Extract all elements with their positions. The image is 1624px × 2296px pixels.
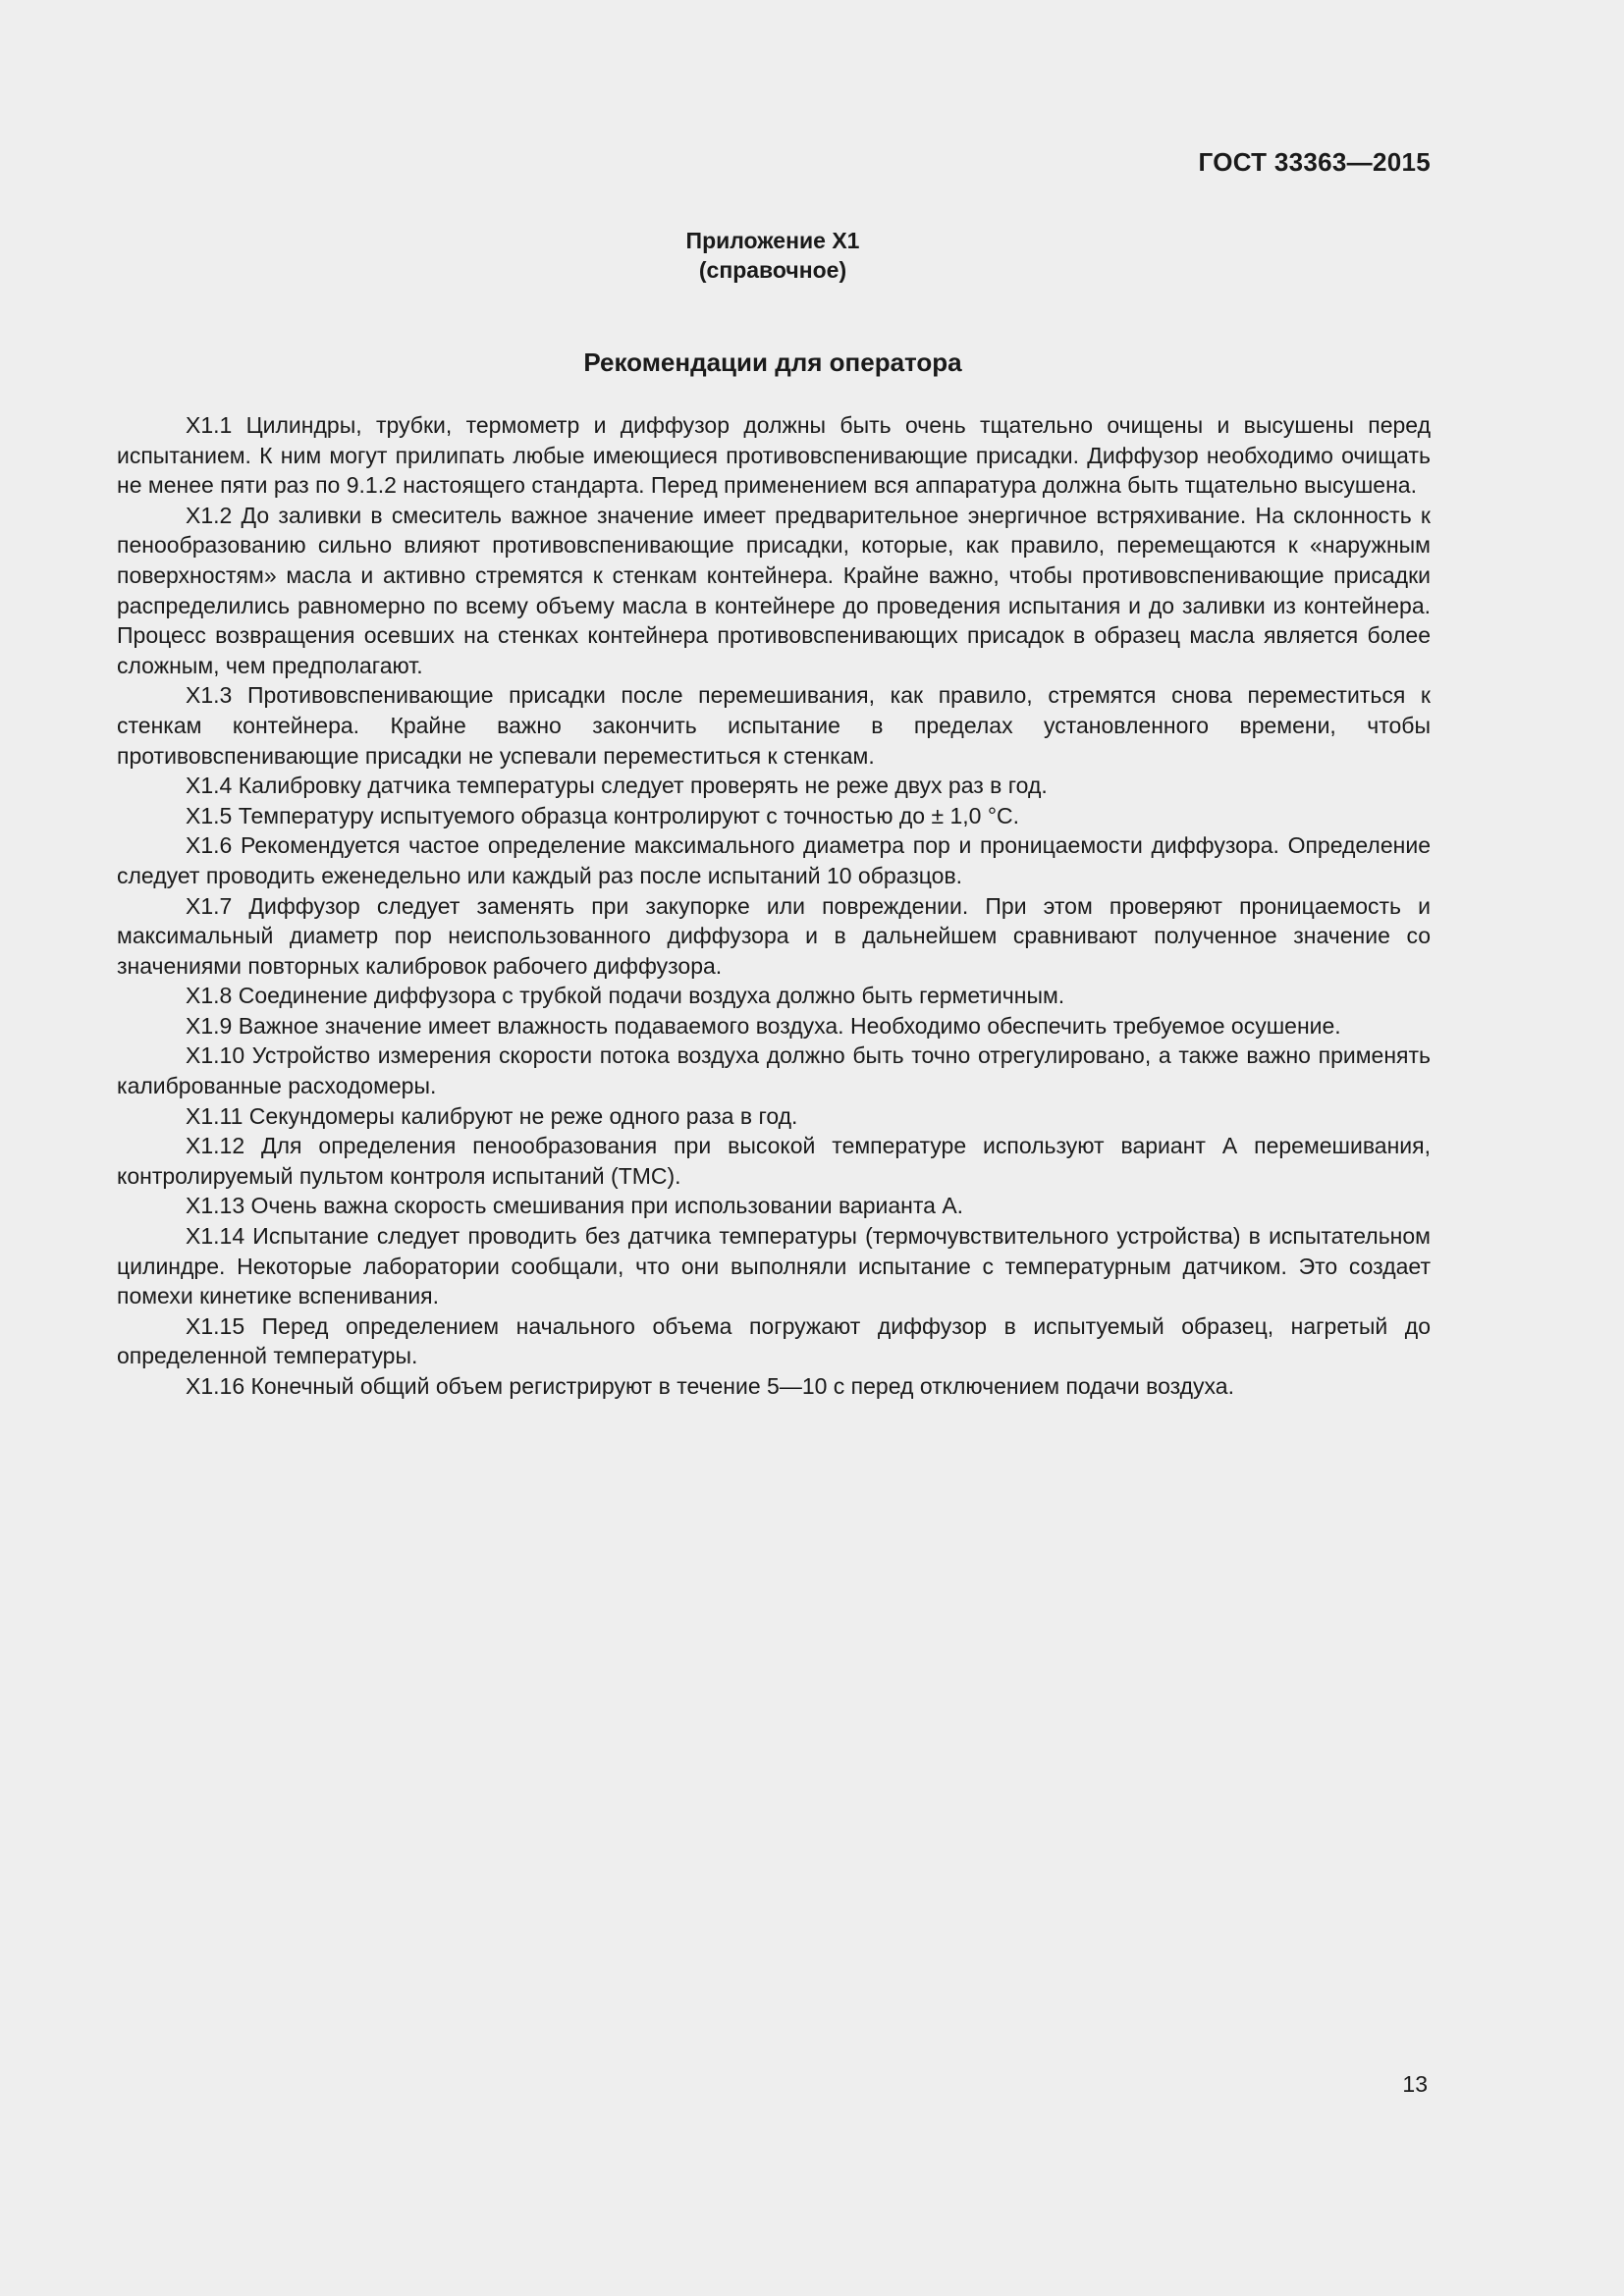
paragraph-x1-15: X1.15 Перед определением начального объема погружают диффузор в испытуемый образец, нагретый до определенной температуры.: [117, 1312, 1431, 1369]
paragraph-x1-16: X1.16 Конечный общий объем регистрируют в течение 5—10 с перед отключением подачи воздуха.: [186, 1373, 1234, 1399]
paragraph-x1-2: X1.2 До заливки в смеситель важное значение имеет предварительное энергичное встряхивание. На склонность к пенообразованию сильно влияют противовспенивающие присадки, которые, как правило, перемещаются к «наружным поверхностям» масла и активно стремятся к стенкам контейнера. Крайне важно, чтобы противовспенивающие присадки распределились равномерно по всему объему масла в контейнере до проведения испытания и до заливки из контейнера. Процесс возвращения осевших на стенках контейнера противовспенивающих присадок в образец масла является более сложным, чем предполагают.: [117, 502, 1431, 678]
paragraph-x1-11: X1.11 Секундомеры калибруют не реже одного раза в год.: [186, 1102, 798, 1129]
paragraph-x1-1: X1.1 Цилиндры, трубки, термометр и диффузор должны быть очень тщательно очищены и высушены перед испытанием. К ним могут прилипать любые имеющиеся противовспенивающие присадки. Диффузор необходимо очищать не менее пяти раз по 9.1.2 настоящего стандарта. Перед применением вся аппаратура должна быть тщательно высушена.: [117, 412, 1431, 499]
paragraph-x1-14: X1.14 Испытание следует проводить без датчика температуры (термочувствительного устройства) в испытательном цилиндре. Некоторые лаборатории сообщали, что они выполняли испытание с температурным датчиком. Это создает помехи кинетике вспенивания.: [117, 1223, 1431, 1309]
paragraph-x1-5: X1.5 Температуру испытуемого образца контролируют с точностью до ± 1,0 °С.: [186, 802, 1020, 828]
paragraph-x1-13: X1.13 Очень важна скорость смешивания при использовании варианта А.: [186, 1193, 964, 1219]
paragraph-x1-8: X1.8 Соединение диффузора с трубкой подачи воздуха должно быть герметичным.: [186, 983, 1065, 1009]
document-code: ГОСТ 33363—2015: [1198, 147, 1431, 177]
paragraph-x1-7: X1.7 Диффузор следует заменять при закупорке или повреждении. При этом проверяют проницаемость и максимальный диаметр пор неиспользованного диффузора и в дальнейшем сравнивают полученное значение со значениями повторных калибровок рабочего диффузора.: [117, 892, 1431, 979]
page-number: 13: [1402, 2071, 1428, 2097]
appendix-title: Приложение X1: [685, 228, 860, 253]
paragraph-x1-3: X1.3 Противовспенивающие присадки после перемешивания, как правило, стремятся снова переместиться к стенкам контейнера. Крайне важно закончить испытание в пределах установленного времени, чтобы противовспенивающие присадки не успевали переместиться к стенкам.: [117, 682, 1431, 769]
paragraph-x1-12: X1.12 Для определения пенообразования при высокой температуре используют вариант А перемешивания, контролируемый пультом контроля испытаний (TMC).: [117, 1133, 1431, 1189]
section-title: Рекомендации для оператора: [583, 347, 962, 377]
body-text: [117, 410, 1431, 1402]
paragraph-x1-9: X1.9 Важное значение имеет влажность подаваемого воздуха. Необходимо обеспечить требуемое осушение.: [186, 1012, 1341, 1039]
paragraph-x1-6: X1.6 Рекомендуется частое определение максимального диаметра пор и проницаемости диффузора. Определение следует проводить еженедельно или каждый раз после испытаний 10 образцов.: [117, 832, 1431, 888]
appendix-heading: [0, 226, 1545, 285]
paragraph-x1-10: X1.10 Устройство измерения скорости потока воздуха должно быть точно отрегулировано, а также важно применять калиброванные расходомеры.: [117, 1042, 1431, 1099]
paragraph-x1-4: X1.4 Калибровку датчика температуры следует проверять не реже двух раз в год.: [186, 773, 1048, 799]
appendix-subtitle: (справочное): [698, 257, 847, 283]
